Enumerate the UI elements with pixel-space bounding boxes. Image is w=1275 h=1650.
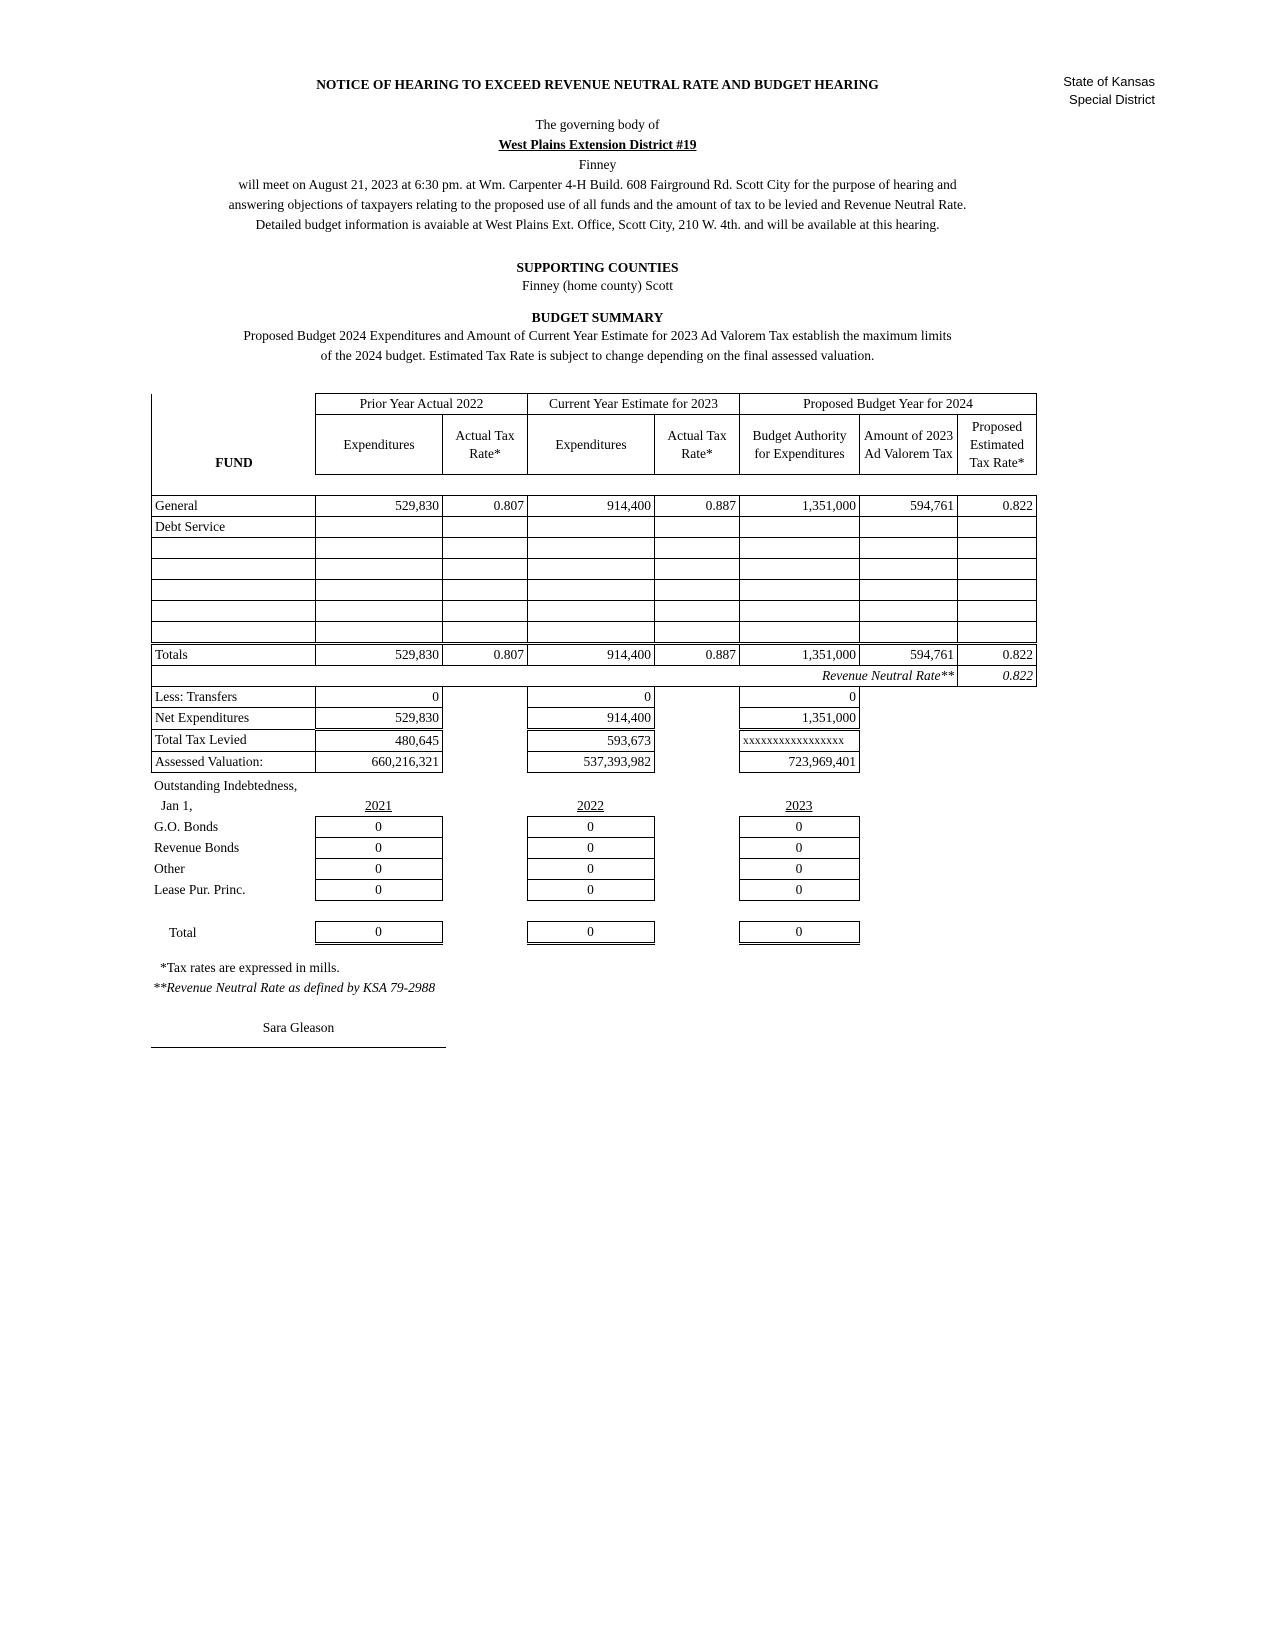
row-label: Revenue Bonds — [154, 840, 240, 855]
summary-line-1: Proposed Budget 2024 Expenditures and Amount of Current Year Estimate for 2023 Ad Valorem Tax establish the maximum limits — [243, 328, 952, 343]
prior-rate: 0.807 — [443, 495, 528, 516]
meeting-line-3: Detailed budget information is avaiable at West Plains Ext. Office, Scott City, 210 W. 4th. and will be available at this hearing. — [255, 217, 940, 232]
state-line2: Special District — [1069, 92, 1155, 107]
row-label: G.O. Bonds — [154, 819, 219, 834]
prior-value: 529,830 — [316, 707, 443, 729]
fund-label: FUND — [215, 454, 253, 470]
group-prior-year: Prior Year Actual 2022 — [316, 394, 528, 415]
table-row-less-transfers — [152, 686, 1037, 707]
value-2022: 0 — [527, 880, 654, 901]
row-label: Total — [169, 924, 197, 940]
rnr-value: 0.822 — [958, 665, 1037, 686]
meeting-line-2: answering objections of taxpayers relating to the proposed use of all funds and the amount of tax to be levied and Revenue Neutral Rate. — [228, 197, 967, 212]
table-row-general — [152, 495, 1037, 516]
current-value: 593,673 — [528, 729, 655, 751]
budget-authority-header: Budget Authority for Expenditures — [740, 415, 860, 475]
totals-proposed-rate: 0.822 — [958, 643, 1037, 665]
year-2021: 2021 — [365, 798, 392, 813]
indebtedness-table — [151, 776, 860, 945]
debt-row-go-bonds — [151, 817, 859, 838]
ad-valorem-tax: 594,761 — [860, 495, 958, 516]
year-2023: 2023 — [785, 798, 813, 813]
prior-value: 660,216,321 — [316, 751, 443, 772]
current-value: 0 — [528, 686, 655, 707]
indebtedness-subheading: Jan 1, — [161, 798, 193, 814]
indebtedness-heading: Outstanding Indebtedness, — [154, 778, 298, 793]
meeting-line-1: will meet on August 21, 2023 at 6:30 pm. at Wm. Carpenter 4-H Build. 608 Fairground Rd. Scott City for the purpose of hearing and — [238, 177, 957, 192]
current-expenditures: 914,400 — [528, 495, 655, 516]
value-2022: 0 — [527, 838, 654, 859]
value-2023: 0 — [739, 838, 859, 859]
row-label: Other — [154, 861, 185, 876]
totals-budget-authority: 1,351,000 — [740, 643, 860, 665]
budget-table — [151, 393, 1037, 773]
current-rate-header: Actual Tax Rate* — [655, 415, 740, 475]
footnote-tax-rates: *Tax rates are expressed in mills. — [160, 960, 340, 975]
proposed-value: 1,351,000 — [740, 707, 860, 729]
totals-current-rate: 0.887 — [655, 643, 740, 665]
current-value: 537,393,982 — [528, 751, 655, 772]
value-2022: 0 — [527, 817, 654, 838]
footnote-revenue-neutral: **Revenue Neutral Rate as defined by KSA 79-2988 — [153, 980, 436, 995]
row-label: Less: Transfers — [152, 686, 316, 707]
total-2022: 0 — [527, 922, 654, 944]
debt-row-other — [151, 859, 859, 880]
table-row-blank — [152, 537, 1037, 558]
prior-rate-header: Actual Tax Rate* — [443, 415, 528, 475]
table-row-blank — [152, 558, 1037, 579]
total-2021: 0 — [315, 922, 442, 944]
fund-name: General — [152, 495, 316, 516]
summary-heading: BUDGET SUMMARY — [531, 310, 664, 325]
table-row-debt-service — [152, 516, 1037, 537]
current-rate: 0.887 — [655, 495, 740, 516]
current-expenditures-header: Expenditures — [528, 415, 655, 475]
year-2022: 2022 — [577, 798, 604, 813]
state-line1: State of Kansas — [1063, 74, 1155, 89]
group-current-year: Current Year Estimate for 2023 — [528, 394, 740, 415]
fund-label-cell — [152, 454, 316, 496]
notice-title: NOTICE OF HEARING TO EXCEED REVENUE NEUTRAL RATE AND BUDGET HEARING — [316, 77, 879, 92]
table-row-blank — [152, 621, 1037, 643]
totals-label: Totals — [152, 643, 316, 665]
row-label: Lease Pur. Princ. — [154, 882, 246, 897]
value-2021: 0 — [315, 859, 442, 880]
rnr-label: Revenue Neutral Rate** — [152, 665, 958, 686]
district-name: West Plains Extension District #19 — [498, 137, 697, 152]
fund-name: Debt Service — [152, 516, 316, 537]
value-2023: 0 — [739, 880, 859, 901]
summary-line-2: of the 2024 budget. Estimated Tax Rate is subject to change depending on the final assessed valuation. — [320, 348, 875, 363]
value-2022: 0 — [527, 859, 654, 880]
proposed-rate-header: Proposed Estimated Tax Rate* — [958, 415, 1037, 475]
governing-body-text: The governing body of — [535, 117, 660, 132]
value-2021: 0 — [315, 817, 442, 838]
table-row-blank — [152, 579, 1037, 600]
table-row-totals — [152, 643, 1037, 665]
county-name: Finney — [578, 157, 617, 172]
row-label: Total Tax Levied — [152, 729, 316, 751]
budget-summary — [0, 309, 1195, 366]
debt-row-total — [151, 922, 859, 944]
proposed-value: xxxxxxxxxxxxxxxxx — [740, 729, 860, 751]
table-row-assessed-valuation — [152, 751, 1037, 772]
signature-line — [151, 1047, 446, 1048]
value-2023: 0 — [739, 859, 859, 880]
current-value: 914,400 — [528, 707, 655, 729]
proposed-rate: 0.822 — [958, 495, 1037, 516]
debt-row-revenue-bonds — [151, 838, 859, 859]
debt-row-lease-pur-princ — [151, 880, 859, 901]
budget-authority: 1,351,000 — [740, 495, 860, 516]
supporting-text: Finney (home county) Scott — [521, 278, 674, 293]
totals-current-expenditures: 914,400 — [528, 643, 655, 665]
proposed-value: 0 — [740, 686, 860, 707]
table-row-net-expenditures — [152, 707, 1037, 729]
prior-value: 0 — [316, 686, 443, 707]
supporting-counties — [0, 258, 1195, 293]
row-label: Net Expenditures — [152, 707, 316, 729]
table-row-blank — [152, 600, 1037, 621]
supporting-heading: SUPPORTING COUNTIES — [516, 260, 679, 275]
totals-prior-rate: 0.807 — [443, 643, 528, 665]
total-2023: 0 — [739, 922, 859, 944]
prior-expenditures: 529,830 — [316, 495, 443, 516]
row-label: Assessed Valuation: — [152, 751, 316, 772]
totals-prior-expenditures: 529,830 — [316, 643, 443, 665]
intro-block — [0, 115, 1195, 235]
table-row-total-tax-levied — [152, 729, 1037, 751]
signature-name: Sara Gleason — [262, 1020, 335, 1035]
prior-value: 480,645 — [316, 729, 443, 751]
proposed-value: 723,969,401 — [740, 751, 860, 772]
group-proposed-year: Proposed Budget Year for 2024 — [740, 394, 1037, 415]
value-2023: 0 — [739, 817, 859, 838]
value-2021: 0 — [315, 838, 442, 859]
prior-expenditures-header: Expenditures — [316, 415, 443, 475]
totals-ad-valorem: 594,761 — [860, 643, 958, 665]
ad-valorem-header: Amount of 2023 Ad Valorem Tax — [860, 415, 958, 475]
table-row-revenue-neutral-rate — [152, 665, 1037, 686]
value-2021: 0 — [315, 880, 442, 901]
